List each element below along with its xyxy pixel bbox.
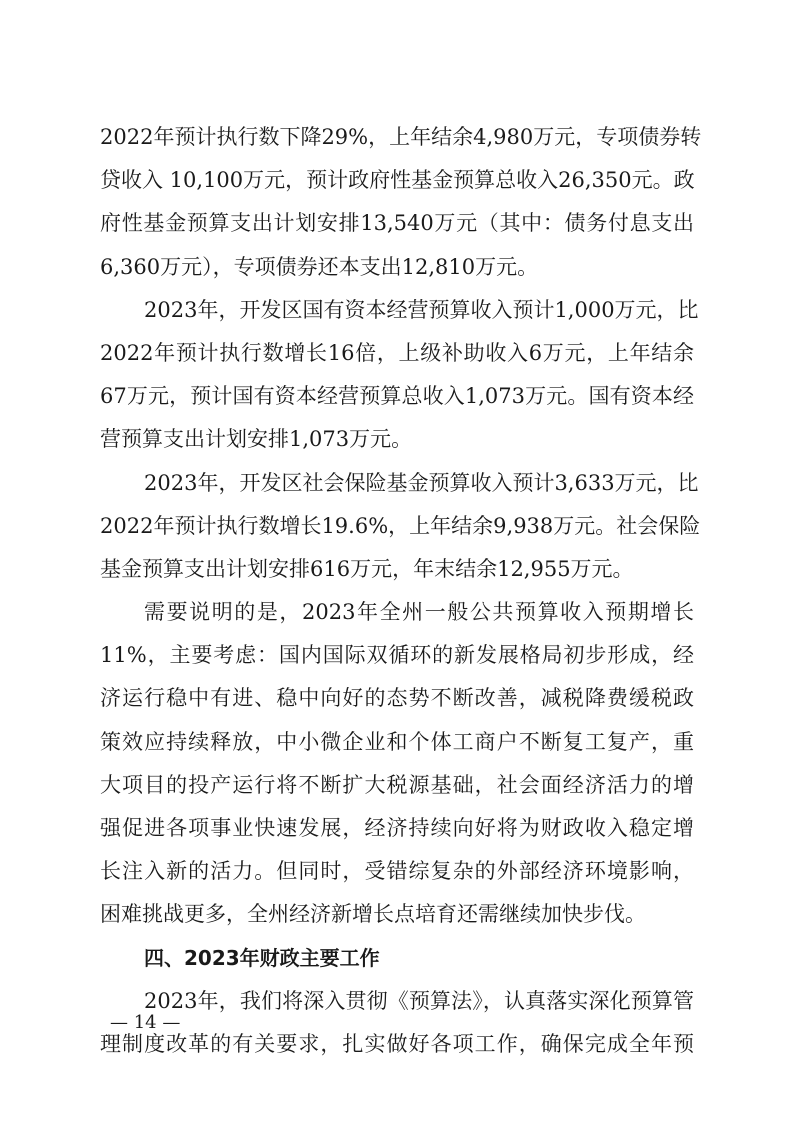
page-number: — 14 —: [110, 1012, 181, 1033]
paragraph-line: 2023年，我们将深入贯彻《预算法》，认真落实深化预算管: [144, 988, 694, 1013]
paragraph-line: 2022年预计执行数增长19.6%，上年结余9,938万元。社会保险: [100, 513, 701, 538]
paragraph-line: 济运行稳中有进、稳中向好的态势不断改善，减税降费缓税政: [100, 686, 694, 711]
paragraph-line: 理制度改革的有关要求，扎实做好各项工作，确保完成全年预: [100, 1031, 694, 1056]
paragraph-line: 2022年预计执行数下降29%，上年结余4,980万元，专项债券转: [100, 125, 702, 149]
paragraph-line: 长注入新的活力。但同时，受错综复杂的外部经济环境影响，: [100, 859, 694, 884]
paragraph-line: 贷收入 10,100万元，预计政府性基金预算总收入26,350元。政: [100, 168, 695, 193]
paragraph-line: 营预算支出计划安排1,073万元。: [100, 427, 413, 452]
paragraph-line: 2023年，开发区社会保险基金预算收入预计3,633万元，比: [144, 470, 699, 495]
paragraph-line: 67万元，预计国有资本经营预算总收入1,073万元。国有资本经: [100, 384, 694, 409]
paragraph-line: 大项目的投产运行将不断扩大税源基础，社会面经济活力的增: [100, 772, 694, 797]
section-heading: 四、2023年财政主要工作: [144, 945, 380, 970]
paragraph-line: 需要说明的是，2023年全州一般公共预算收入预期增长: [144, 600, 694, 625]
paragraph-line: 困难挑战更多，全州经济新增长点培育还需继续加快步伐。: [100, 902, 646, 927]
paragraph-line: 强促进各项事业快速发展，经济持续向好将为财政收入稳定增: [100, 816, 694, 840]
paragraph-line: 府性基金预算支出计划安排13,540万元（其中：债务付息支出: [100, 211, 694, 236]
paragraph-line: 基金预算支出计划安排616万元，年末结余12,955万元。: [100, 556, 634, 581]
paragraph-line: 11%，主要考虑：国内国际双循环的新发展格局初步形成，经: [100, 643, 694, 668]
paragraph-line: 2023年，开发区国有资本经营预算收入预计1,000万元，比: [144, 297, 699, 322]
paragraph-line: 2022年预计执行数增长16倍，上级补助收入6万元，上年结余: [100, 340, 694, 365]
body-text: [100, 116, 702, 1066]
paragraph-line: 6,360万元），专项债券还本支出12,810万元。: [100, 254, 539, 279]
paragraph-line: 策效应持续释放，中小微企业和个体工商户不断复工复产，重: [100, 729, 694, 754]
